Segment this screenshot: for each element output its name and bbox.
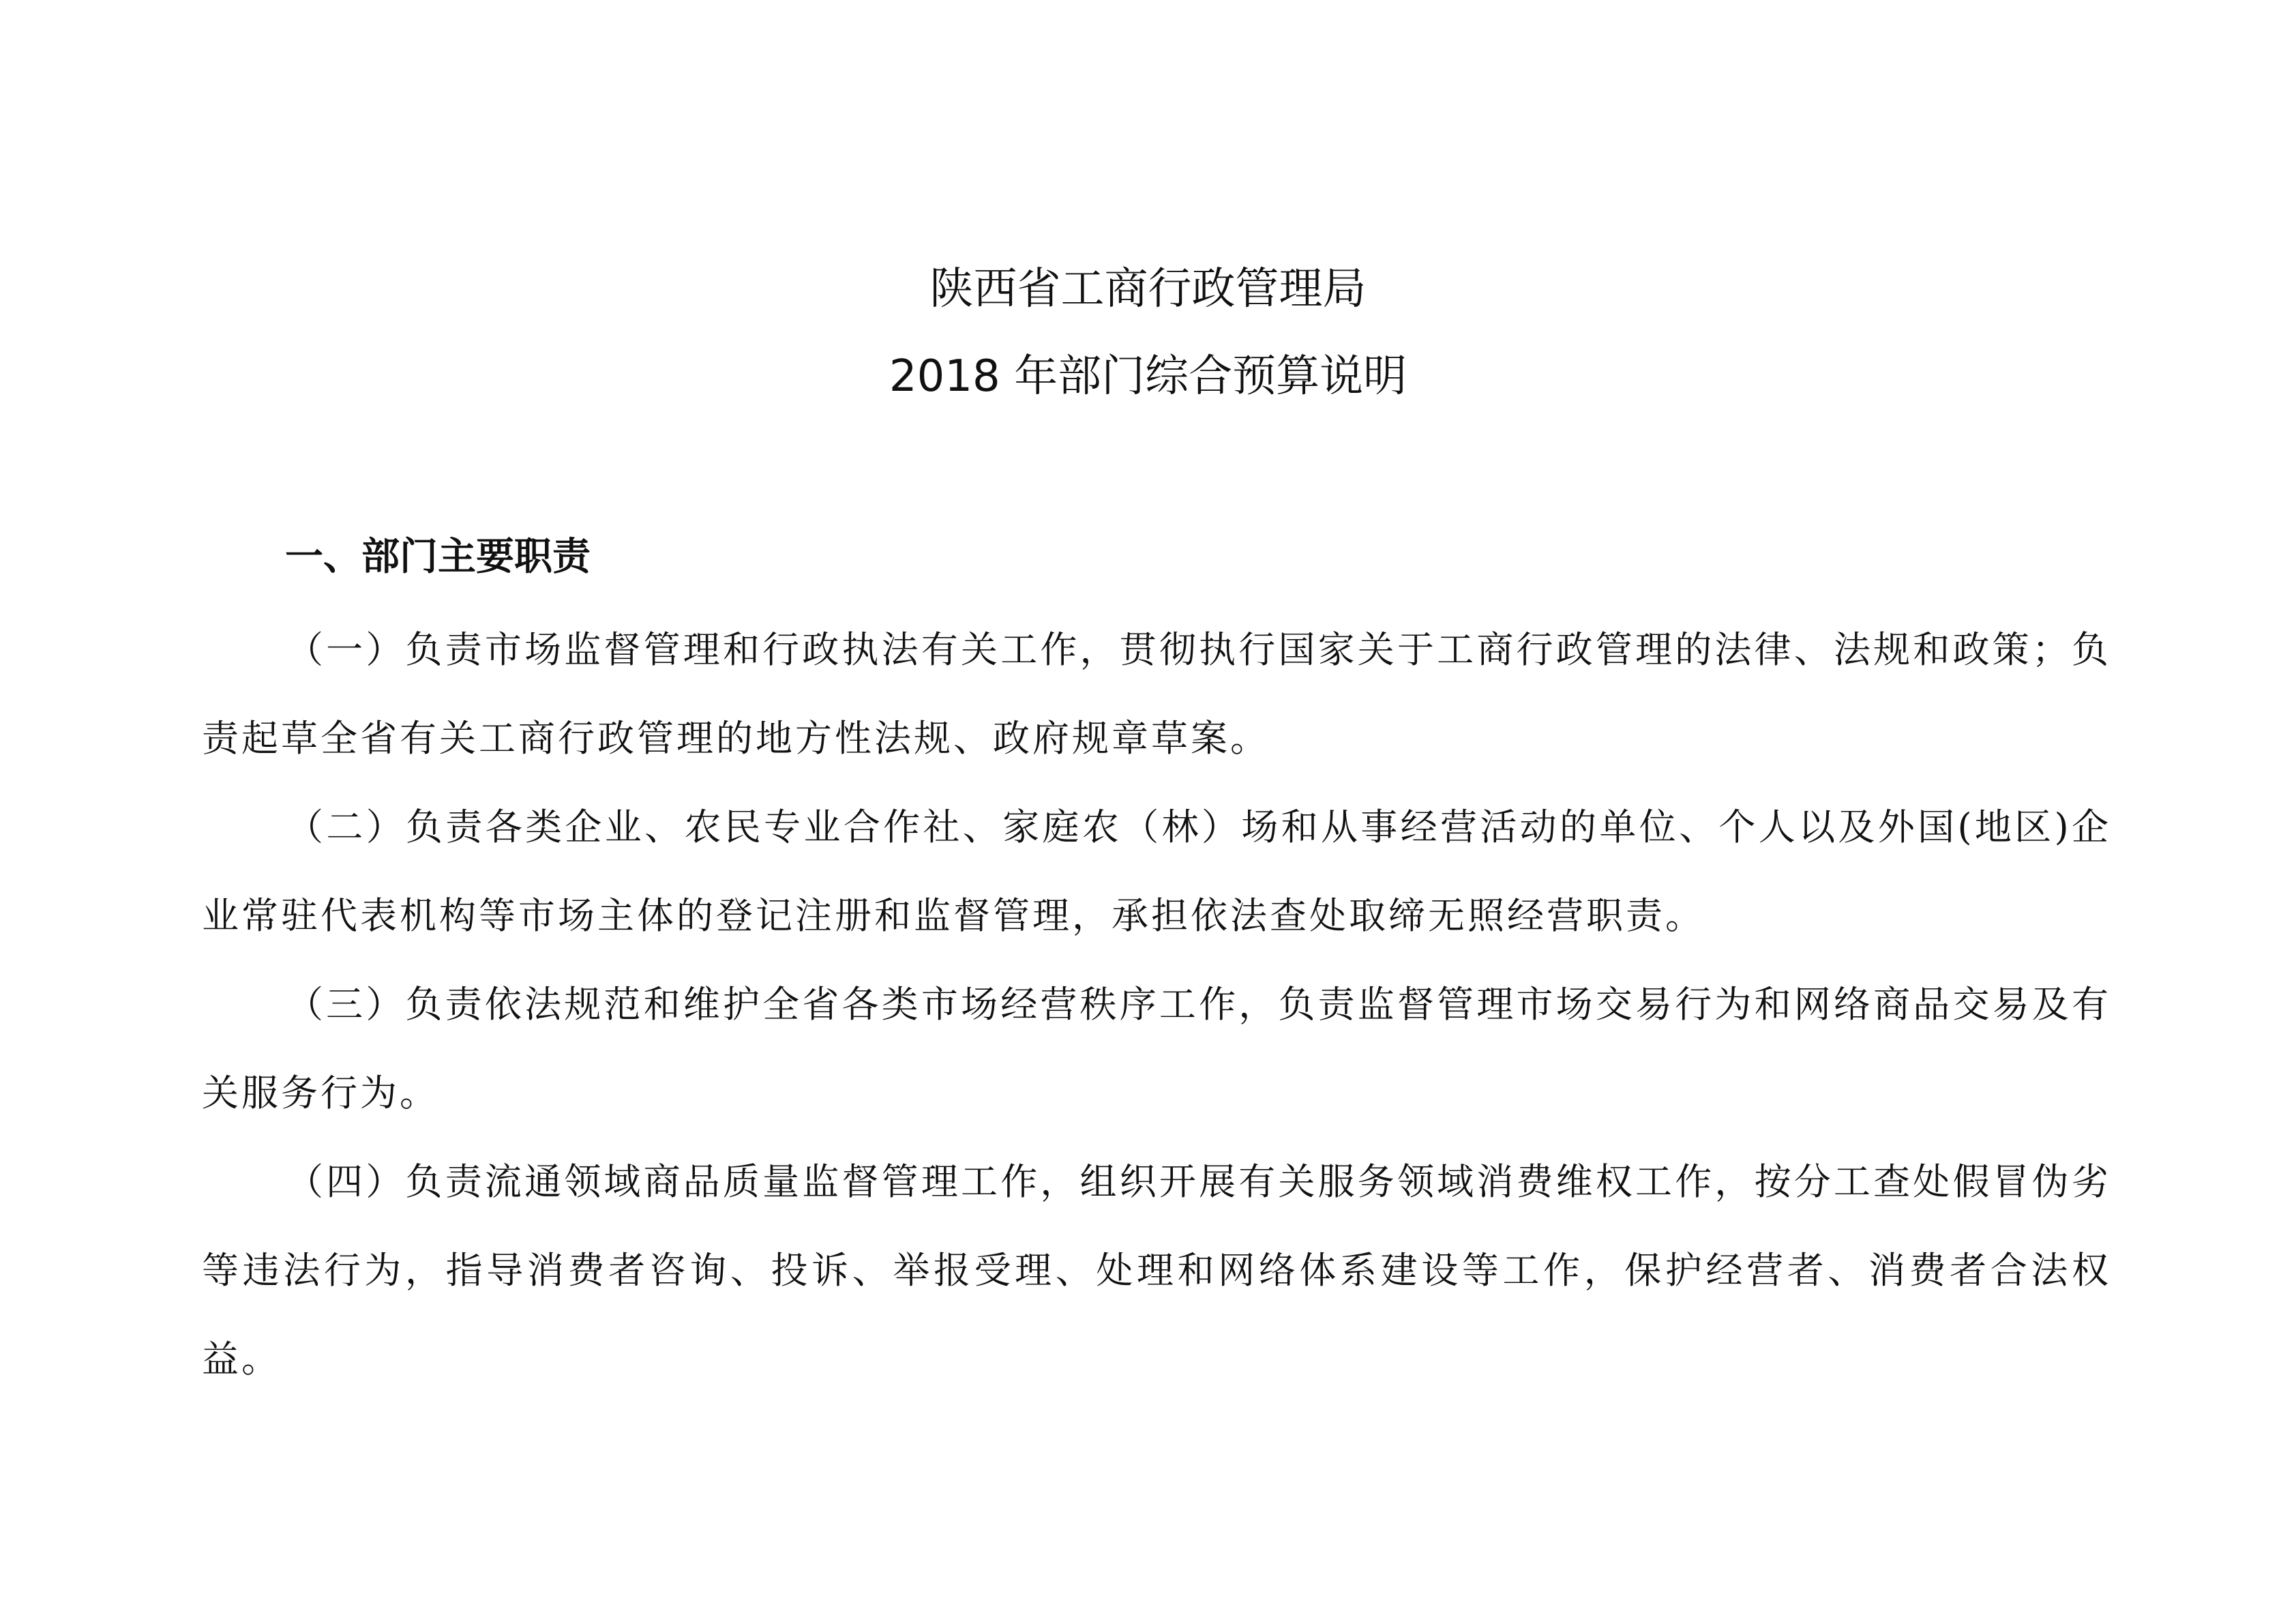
paragraph-1: （一）负责市场监督管理和行政执法有关工作，贯彻执行国家关于工商行政管理的法律、法规和政策；负责起草全省有关工商行政管理的地方性法规、政府规章草案。 bbox=[202, 628, 2111, 760]
paragraph-4: （四）负责流通领域商品质量监督管理工作，组织开展有关服务领域消费维权工作，按分工查处假冒伪劣等违法行为，指导消费者咨询、投诉、举报受理、处理和网络体系建设等工作，保护经营者、消费者合法权益。 bbox=[202, 1160, 2111, 1381]
document-subtitle: 2018 年部门综合预算说明 bbox=[889, 351, 1407, 402]
paragraph-3: （三）负责依法规范和维护全省各类市场经营秩序工作，负责监督管理市场交易行为和网络商品交易及有关服务行为。 bbox=[202, 983, 2111, 1114]
paragraph-2: （二）负责各类企业、农民专业合作社、家庭农（林）场和从事经营活动的单位、个人以及外国(地区)企业常驻代表机构等市场主体的登记注册和监督管理，承担依法查处取缔无照经营职责。 bbox=[202, 806, 2111, 937]
section-heading: 一、部门主要职责 bbox=[285, 535, 591, 579]
document-title: 陕西省工商行政管理局 bbox=[929, 264, 1367, 314]
